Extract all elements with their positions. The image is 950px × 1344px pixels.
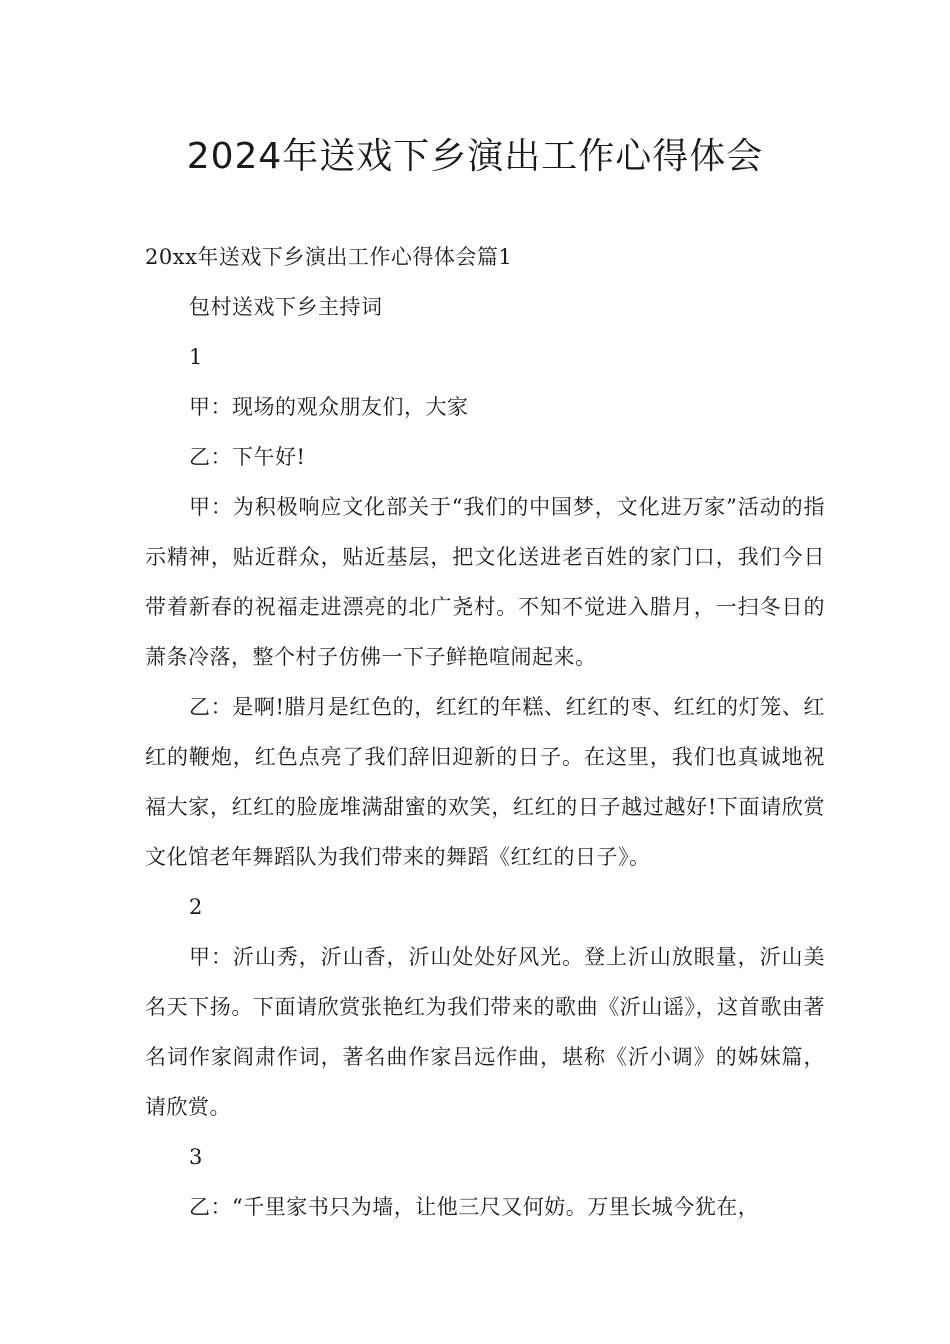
document-body — [145, 232, 825, 1232]
paragraph: 乙：“千里家书只为墙，让他三尺又何妨。万里长城今犹在， — [189, 1195, 760, 1219]
section-heading: 20xx年送戏下乡演出工作心得体会篇1 — [145, 245, 513, 269]
paragraph-number: 2 — [189, 895, 203, 919]
paragraph: 甲：现场的观众朋友们，大家 — [189, 395, 469, 419]
document-title: 2024年送戏下乡演出工作心得体会 — [186, 136, 764, 177]
paragraph: 包村送戏下乡主持词 — [189, 295, 383, 319]
paragraph: 乙：是啊!腊月是红色的，红红的年糕、红红的枣、红红的灯笼、红红的鞭炮，红色点亮了我们辞旧迎新的日子。在这里，我们也真诚地祝福大家，红红的脸庞堆满甜蜜的欢笑，红红的日子越过越好!下面请欣赏文化馆老年舞蹈队为我们带来的舞蹈《红红的日子》。 — [145, 695, 825, 869]
paragraph-number: 1 — [189, 345, 203, 369]
paragraph: 甲：为积极响应文化部关于“我们的中国梦，文化进万家”活动的指示精神，贴近群众，贴近基层，把文化送进老百姓的家门口，我们今日带着新春的祝福走进漂亮的北广尧村。不知不觉进入腊月，一扫冬日的萧条冷落，整个村子仿佛一下子鲜艳喧闹起来。 — [145, 495, 825, 669]
paragraph: 乙：下午好! — [189, 445, 306, 469]
paragraph-number: 3 — [189, 1145, 203, 1169]
paragraph: 甲：沂山秀，沂山香，沂山处处好风光。登上沂山放眼量，沂山美名天下扬。下面请欣赏张艳红为我们带来的歌曲《沂山谣》，这首歌由著名词作家阎肃作词，著名曲作家吕远作曲，堪称《沂小调》的姊妹篇，请欣赏。 — [145, 945, 825, 1119]
